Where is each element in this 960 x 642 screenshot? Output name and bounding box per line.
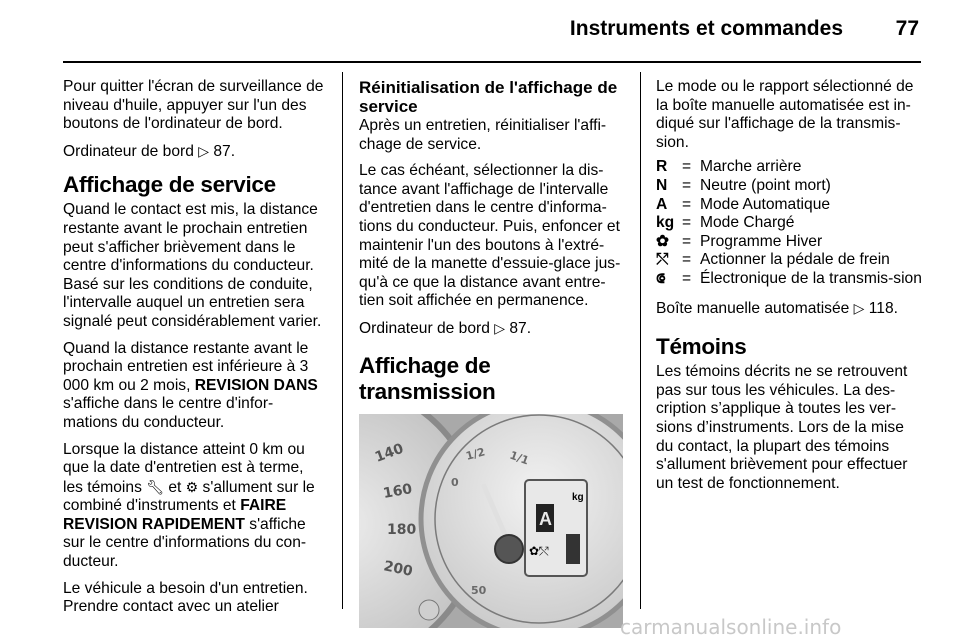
watermark: carmanualsonline.info (620, 615, 842, 639)
ref-arrow-icon: ▷ (494, 319, 506, 336)
paragraph-service-intro: Quand le contact est mis, la distance restante avant le prochain entretien peut s'afficher brièvement dans le centre d'informations du conducteur. Basé sur les conditions de conduite, l'intervalle auquel un entretien sera signalé peut considérablement varier. (63, 201, 322, 330)
legend-eq: = (682, 195, 692, 213)
column-3 (656, 78, 924, 501)
legend-key: N (656, 176, 668, 194)
legend-desc: Mode Automatique (700, 195, 831, 213)
legend-key: A (656, 195, 668, 213)
paragraph-contact-workshop: Le véhicule a besoin d'un entretien. Prendre contact avec un atelier (63, 579, 308, 616)
transmission-electronics-icon: ⟃ (656, 269, 666, 287)
legend-desc: Neutre (point mort) (700, 176, 831, 194)
legend-key: kg (656, 214, 675, 232)
page-number: 77 (895, 17, 919, 40)
legend-desc: Marche arrière (700, 158, 802, 176)
legend-desc: Électronique de la transmis-sion (700, 269, 922, 287)
legend-eq: = (682, 176, 692, 194)
speed-label: 180 (387, 521, 417, 538)
header-rule (63, 61, 921, 63)
wrench-icon: 🔧︎ (146, 478, 164, 495)
fuel-temp-dial (421, 414, 623, 628)
ref-arrow-icon: ▷ (198, 142, 210, 159)
fuel-label: 0 (451, 475, 459, 489)
legend-key: R (656, 158, 668, 176)
heading-transmission-display: Affichage de transmission (359, 352, 496, 404)
paragraph-transmission-mode: Le mode ou le rapport sélectionné de la boîte manuelle automatisée est in-diqué sur l'affichage de la transmis-sion. (656, 78, 914, 151)
column-divider-1 (342, 72, 343, 609)
paragraph-reset-steps: Le cas échéant, sélectionner la dis-tance avant l'affichage de l'intervalle d'entretien dans le centre d'informa-tions du conducteur. Puis, enfoncer et maintenir l'un des boutons à l'extré-mité de la manette d'essuie-glace jus-qu'à ce que la distance avant entre-tien soit affichée en permanence. (359, 162, 621, 310)
heading-warning-lights: Témoins (656, 334, 747, 360)
legend-desc: Mode Chargé (700, 214, 795, 232)
engine-icon: ⚙︎ (185, 478, 199, 495)
column-divider-2 (640, 72, 641, 609)
legend-eq: = (682, 251, 692, 269)
winter-program-icon: ✿ (656, 232, 670, 250)
speed-label: 160 (381, 480, 414, 502)
paragraph-ref-computer: Ordinateur de bord ▷ 87. (63, 142, 236, 160)
heading-service-display: Affichage de service (63, 172, 276, 198)
column-2 (359, 78, 625, 633)
speed-label: 140 (372, 440, 406, 466)
legend-eq: = (682, 158, 692, 176)
paragraph-service-overdue: Lorsque la distance atteint 0 km ou que la date d'entretien est à terme, les témoins 🔧︎ et ⚙︎ s'allument sur le combiné d'instruments et FAIRE REVISION RAPIDEMENT s'affiche sur le centre d'informations du con-ducteur. (63, 440, 315, 571)
paragraph-oil-monitor: Pour quitter l'écran de surveillance de niveau d'huile, appuyer sur l'un des boutons de l'ordinateur de bord. (63, 78, 324, 133)
fuel-label: 1/1 (507, 448, 531, 467)
fuel-label: 1/2 (464, 444, 487, 463)
display-gear-indicator: A (539, 508, 552, 529)
running-header-title: Instruments et commandes (569, 17, 843, 40)
paragraph-ref-gearbox: Boîte manuelle automatisée ▷ 118. (656, 299, 898, 317)
temp-label: 50 (471, 583, 487, 597)
paragraph-ref-computer-2: Ordinateur de bord ▷ 87. (359, 319, 532, 337)
page-ref-link[interactable]: 118. (868, 299, 898, 317)
heading-reset-service: Réinitialisation de l'affichage de service (359, 78, 618, 116)
speed-label: 200 (382, 557, 415, 580)
page-ref-link[interactable]: 87. (509, 319, 532, 337)
winter-mode-icon: ✿⤲ (529, 543, 549, 558)
legend-eq: = (682, 214, 692, 232)
warning-light (419, 600, 439, 620)
legend-desc: Actionner la pédale de frein (700, 251, 890, 269)
display-load-indicator: kg (572, 491, 584, 503)
brake-pedal-icon: ⤲ (656, 251, 669, 269)
paragraph-service-due: Quand la distance restante avant le prochain entretien est inférieure à 3 000 km ou 2 mois, REVISION DANS s'affiche dans le centre d'infor-mations du conducteur. (63, 339, 318, 431)
page-ref-link[interactable]: 87. (213, 142, 236, 160)
transmission-legend (656, 158, 924, 288)
legend-eq: = (682, 269, 692, 287)
paragraph-warning-lights: Les témoins décrits ne se retrouvent pas sur tous les véhicules. La des-cription s’applique à toutes les ver-sions d’instruments. Lors de la mise du contact, la plupart des témoins s'allument brièvement pour effectuer un test de fonctionnement. (656, 363, 908, 492)
legend-desc: Programme Hiver (700, 232, 823, 250)
paragraph-reset-intro: Après un entretien, réinitialiser l'affi-chage de service. (359, 117, 607, 153)
column-1 (63, 78, 327, 625)
ref-arrow-icon: ▷ (853, 299, 865, 316)
display-gear-segment (566, 534, 580, 564)
needle-hub (495, 535, 523, 563)
instrument-cluster-illustration (359, 414, 623, 628)
legend-eq: = (682, 232, 692, 250)
